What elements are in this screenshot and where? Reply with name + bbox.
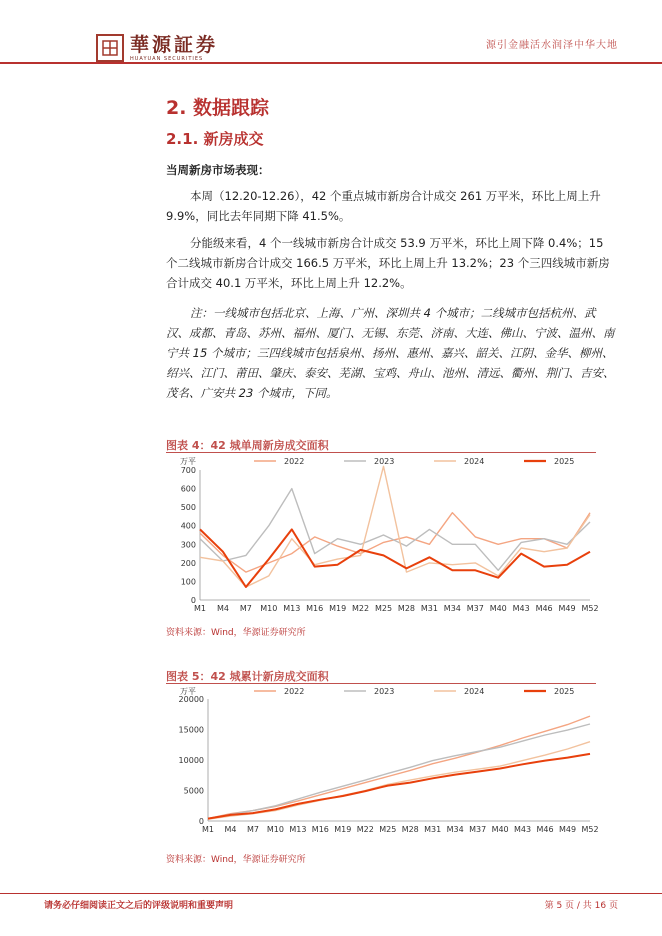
legend-label: 2024 xyxy=(464,687,485,696)
y-tick-label: 10000 xyxy=(178,756,204,765)
x-tick-label: M40 xyxy=(491,825,509,834)
x-tick-label: M52 xyxy=(581,825,599,834)
x-tick-label: M31 xyxy=(420,604,438,613)
x-tick-label: M37 xyxy=(469,825,487,834)
x-tick-label: M43 xyxy=(512,604,530,613)
y-tick-label: 0 xyxy=(198,817,204,826)
paragraph-note: 注：一线城市包括北京、上海、广州、深圳共 4 个城市；二线城市包括杭州、武汉、成都、青岛、苏州、福州、厦门、无锡、东莞、济南、大连、佛山、宁波、温州、南宁共 15 个城市；三四线城市包括泉州、扬州、惠州、嘉兴、韶关、江阴、金华、柳州、绍兴、江门、莆田、肇庆、泰安、芜湖、宝鸡、舟山、池州、清远、衢州、荆门、吉安、茂名、广安共 23 个城市，下同。 xyxy=(166,306,615,400)
x-tick-label: M49 xyxy=(558,604,576,613)
x-tick-label: M7 xyxy=(239,604,252,613)
header-tagline: 源引金融活水润泽中华大地 xyxy=(486,40,618,51)
legend-label: 2025 xyxy=(554,687,575,696)
figure-4-rule xyxy=(166,452,596,453)
legend-label: 2023 xyxy=(374,687,395,696)
y-tick-label: 20000 xyxy=(178,695,204,704)
figure-5-title: 图表 5：42 城累计新房成交面积 xyxy=(166,670,329,683)
x-tick-label: M16 xyxy=(306,604,324,613)
x-tick-label: M22 xyxy=(352,604,370,613)
x-tick-label: M46 xyxy=(536,825,554,834)
y-tick-label: 700 xyxy=(180,466,196,475)
section-heading: 2. 数据跟踪 xyxy=(166,97,270,119)
x-tick-label: M22 xyxy=(356,825,374,834)
footer-disclaimer: 请务必仔细阅读正文之后的评级说明和重要声明 xyxy=(44,901,234,911)
y-tick-label: 15000 xyxy=(178,725,204,735)
y-tick-label: 100 xyxy=(180,577,196,587)
legend-label: 2025 xyxy=(554,457,575,466)
y-tick-label: 300 xyxy=(180,540,196,550)
subsection-heading: 2.1. 新房成交 xyxy=(166,130,264,148)
x-tick-label: M16 xyxy=(311,825,329,834)
axis-unit-label: 万平 xyxy=(180,687,196,696)
paragraph-weekly-summary: 本周（12.20-12.26），42 个重点城市新房合计成交 261 万平米，环比上周上升 9.9%，同比去年同期下降 41.5%。 xyxy=(166,189,601,223)
x-tick-label: M10 xyxy=(266,825,284,834)
series-line-2023 xyxy=(208,724,590,819)
logo-text: 華源証券 xyxy=(130,34,219,56)
header-divider xyxy=(0,62,662,64)
paragraph-tier-breakdown: 分能级来看，4 个一线城市新房合计成交 53.9 万平米，环比上周下降 0.4%；15 个二线城市新房合计成交 166.5 万平米，环比上周上升 13.2%；23 个三四线城市新房合计成交 40.1 万平米，环比上周上升 12.2%。 xyxy=(166,236,610,290)
x-tick-label: M37 xyxy=(466,604,484,613)
x-tick-label: M19 xyxy=(334,825,352,834)
axis-unit-label: 万平 xyxy=(180,457,196,466)
footer-divider xyxy=(0,893,662,894)
figure-4-source: 资料来源：Wind，华源证券研究所 xyxy=(166,628,306,638)
y-tick-label: 600 xyxy=(180,484,196,494)
x-tick-label: M1 xyxy=(202,825,214,834)
x-tick-label: M1 xyxy=(194,604,206,613)
figure-5-source: 资料来源：Wind，华源证券研究所 xyxy=(166,855,306,865)
y-tick-label: 500 xyxy=(180,503,196,513)
x-tick-label: M28 xyxy=(401,825,419,834)
brand-logo xyxy=(96,34,218,62)
x-tick-label: M34 xyxy=(446,825,464,834)
logo-subtext: HUAYUAN SECURITIES xyxy=(130,56,204,62)
series-line-2024 xyxy=(200,466,590,587)
weekly-area-chart xyxy=(166,454,599,618)
x-tick-label: M40 xyxy=(489,604,507,613)
x-tick-label: M7 xyxy=(246,825,259,834)
x-tick-label: M10 xyxy=(260,604,278,613)
x-tick-label: M25 xyxy=(374,604,393,613)
x-tick-label: M52 xyxy=(581,604,599,613)
x-tick-label: M46 xyxy=(535,604,553,613)
x-tick-label: M4 xyxy=(224,825,237,834)
series-line-2022 xyxy=(208,716,590,819)
series-line-2023 xyxy=(200,489,590,571)
x-tick-label: M13 xyxy=(283,604,301,613)
page-number: 第 5 页 / 共 16 页 xyxy=(544,901,618,911)
x-tick-label: M4 xyxy=(216,604,229,613)
y-tick-label: 200 xyxy=(180,558,196,568)
legend-label: 2022 xyxy=(284,457,305,466)
x-tick-label: M19 xyxy=(329,604,347,613)
x-tick-label: M25 xyxy=(379,825,397,834)
y-tick-label: 5000 xyxy=(183,786,204,796)
figure-4-title: 图表 4：42 城单周新房成交面积 xyxy=(166,439,329,452)
x-tick-label: M34 xyxy=(443,604,461,613)
figure-5-rule xyxy=(166,683,596,684)
legend-label: 2024 xyxy=(464,457,485,466)
market-label: 当周新房市场表现： xyxy=(166,163,270,177)
legend-label: 2023 xyxy=(374,457,395,466)
y-tick-label: 400 xyxy=(180,521,196,531)
x-tick-label: M49 xyxy=(558,825,577,834)
cumulative-area-chart xyxy=(166,685,599,839)
x-tick-label: M28 xyxy=(397,604,416,613)
logo-emblem-icon xyxy=(96,34,124,62)
y-tick-label: 0 xyxy=(190,596,196,605)
x-tick-label: M31 xyxy=(424,825,442,834)
x-tick-label: M43 xyxy=(514,825,532,834)
x-tick-label: M13 xyxy=(289,825,307,834)
legend-label: 2022 xyxy=(284,687,305,696)
